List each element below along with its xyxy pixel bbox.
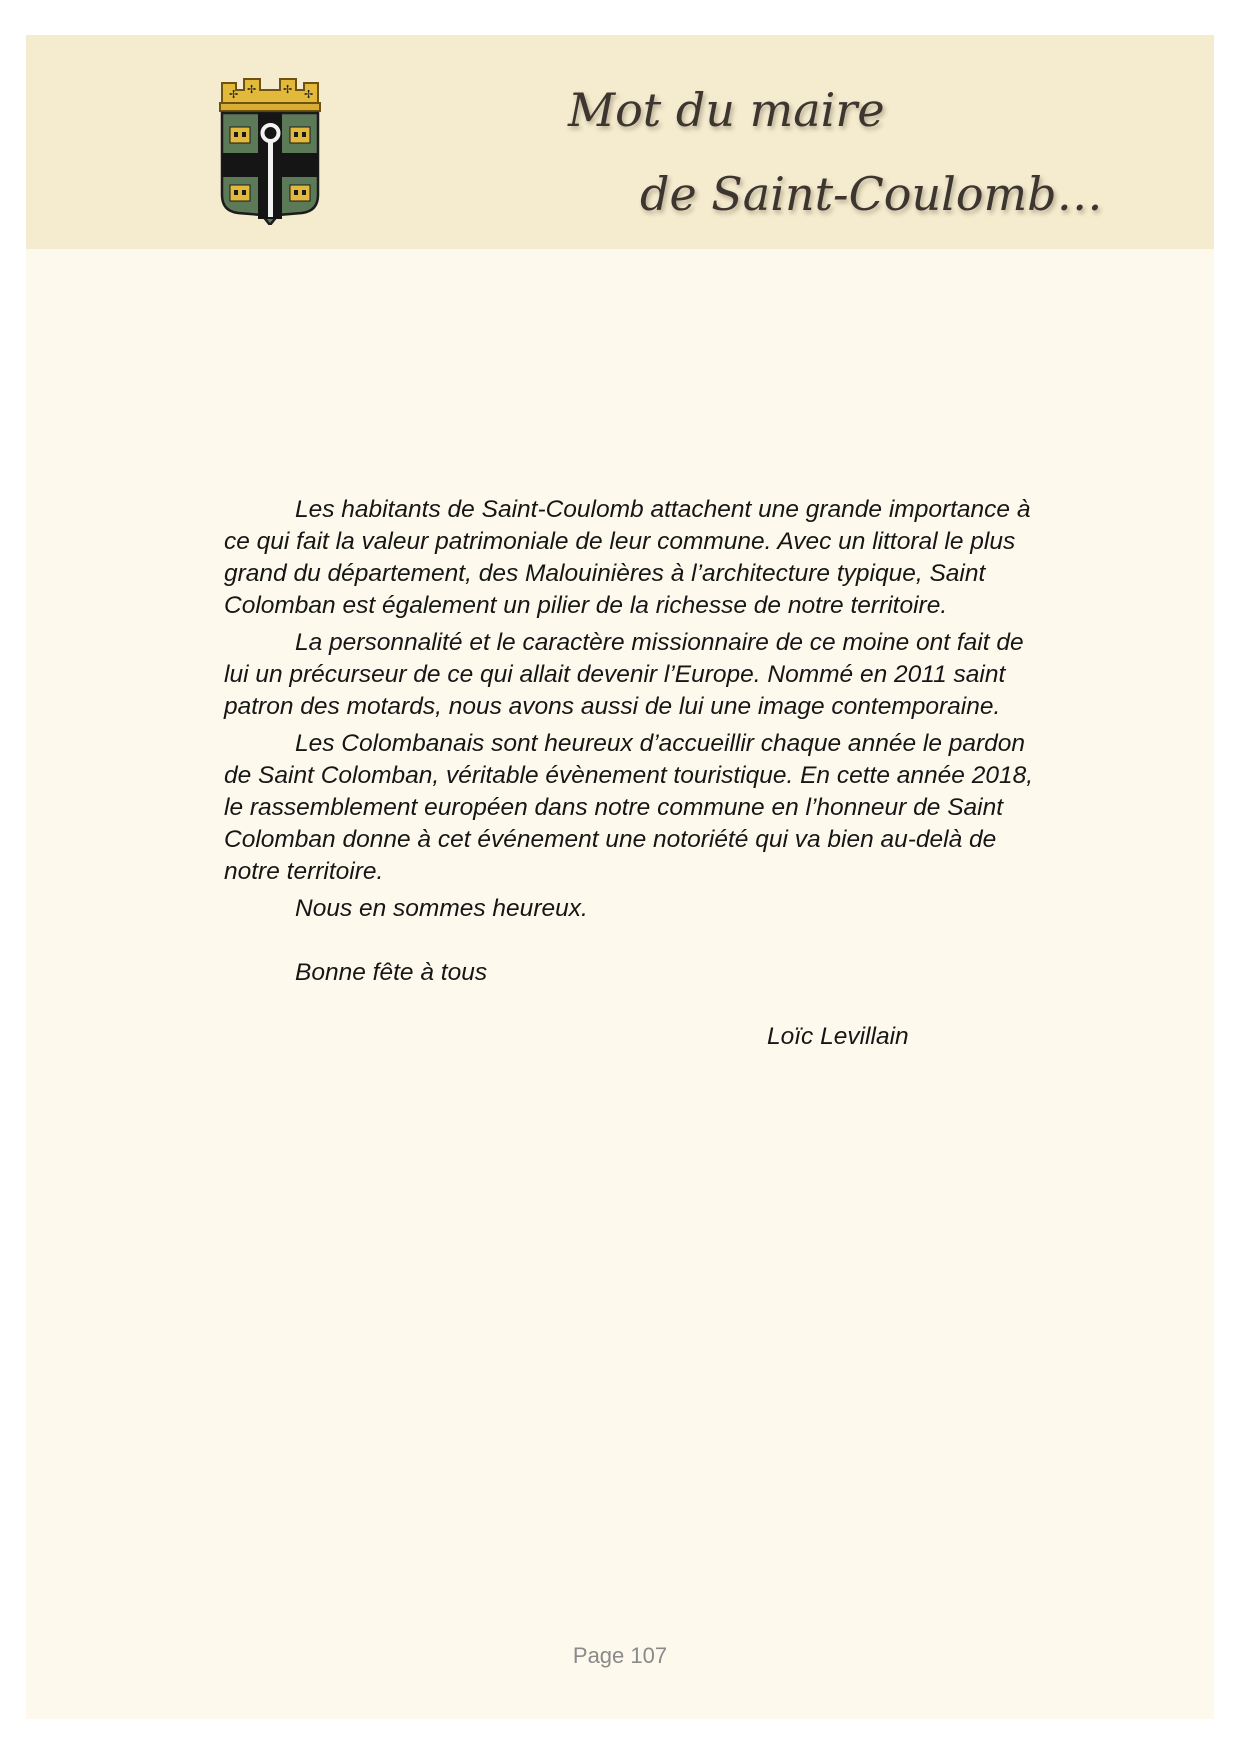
svg-text:✢: ✢	[247, 83, 257, 96]
svg-text:✢: ✢	[229, 88, 239, 101]
page-title-line-1: Mot du maire	[568, 83, 885, 137]
svg-text:✢: ✢	[283, 83, 293, 96]
letter-paragraph: Les habitants de Saint-Coulomb attachent une grande importance à ce qui fait la valeur patrimoniale de leur commune. Avec un littoral le plus grand du département, des Malouinières à l’architecture typique, Saint Colomban est également un pilier de la richesse de notre territoire.	[224, 496, 1031, 619]
letter-greeting: Bonne fête à tous	[295, 959, 488, 986]
coat-of-arms-icon	[216, 77, 324, 225]
letter-paragraph: Les Colombanais sont heureux d’accueillir chaque année le pardon de Saint Colomban, véritable évènement touristique. En cette année 2018, le rassemblement européen dans notre commune en l’honneur de Saint Colomban donne à cet événement une notoriété qui va bien au-delà de notre territoire.	[224, 730, 1034, 885]
page-number: Page 107	[572, 1643, 668, 1668]
page-title-line-2: de Saint-Coulomb…	[640, 167, 1103, 221]
page	[26, 35, 1214, 1719]
mayor-letter	[224, 494, 1054, 1058]
letter-paragraph: Nous en sommes heureux.	[295, 895, 588, 922]
svg-text:✢: ✢	[304, 88, 314, 101]
letter-signature: Loïc Levillain	[767, 1023, 909, 1050]
letter-paragraph: La personnalité et le caractère missionnaire de ce moine ont fait de lui un précurseur de ce qui allait devenir l’Europe. Nommé en 2011 saint patron des motards, nous avons aussi de lui une image contemporaine.	[224, 629, 1024, 720]
page-header	[26, 35, 1214, 249]
